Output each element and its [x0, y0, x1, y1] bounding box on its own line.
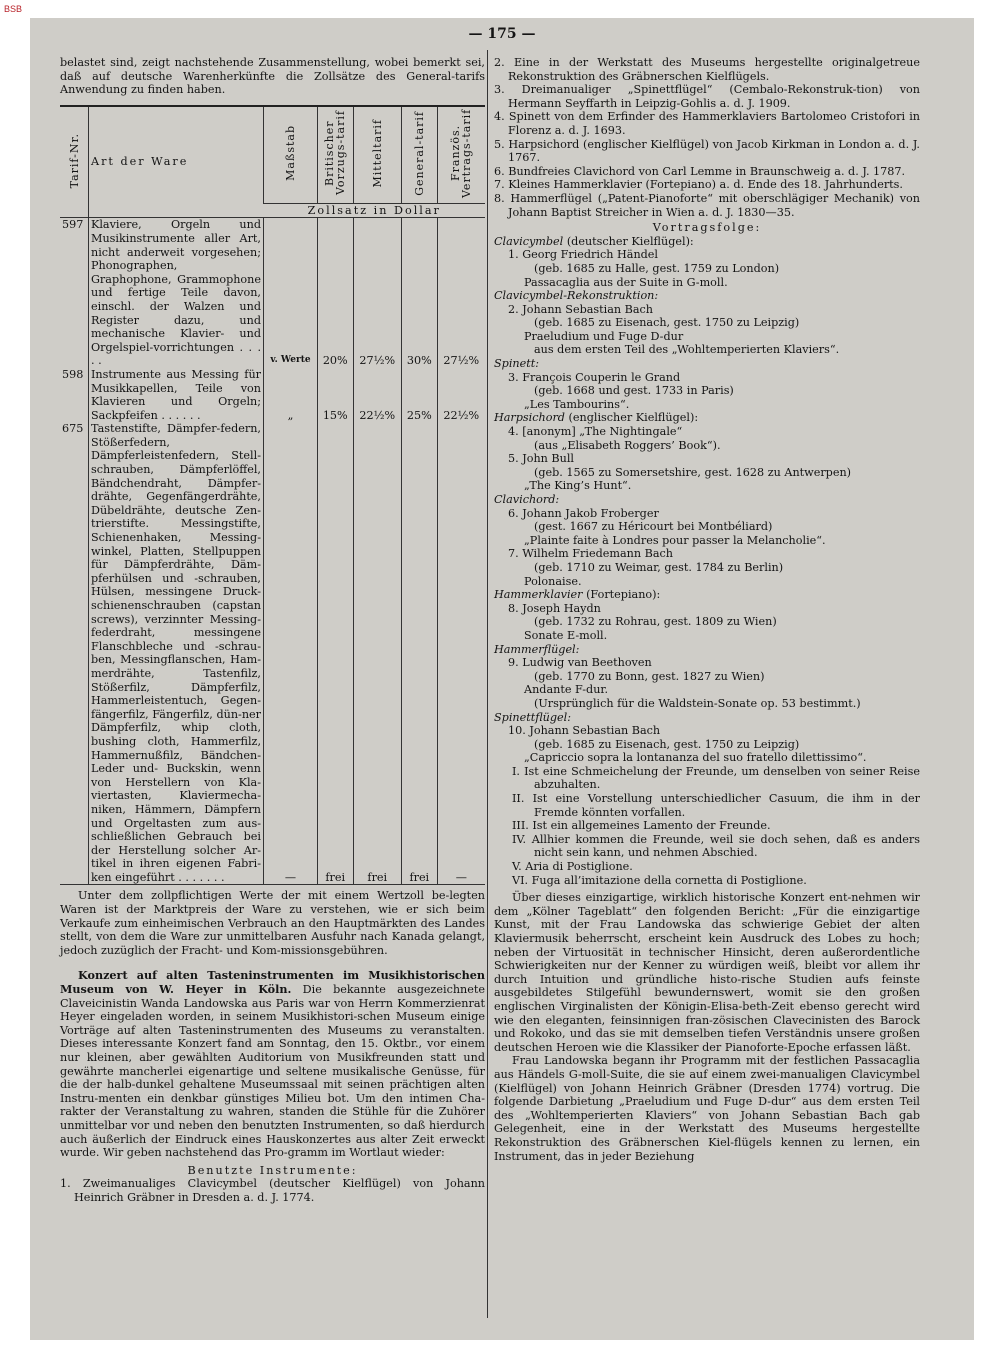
after-table-paragraph: Unter dem zollpflichtigen Werte der mit einem Wertzoll be-legten Waren ist der Marktpreis der Ware zu verstehen, wie er sich beim Verkaufe zum einheimischen Verbrauch an den Hauptmärkten des Landes stellt, von dem die Ware zur unmittelbaren Ausfuhr nach Kanada gelangt, jedoch zuzüglich der Fracht- und Kom-missionsgebühren. — [60, 889, 485, 957]
table-row — [60, 422, 485, 885]
program-section — [494, 289, 920, 357]
row-massstab: v. Werte — [264, 218, 318, 368]
program-work: „The King’s Hunt“. — [524, 479, 632, 493]
header-franzoesischer-tarif: Französ. Vertrags-tarif — [437, 106, 485, 204]
program-dates: (gest. 1667 zu Héricourt bei Montbéliard) — [534, 520, 773, 534]
program-dates: (geb. 1710 zu Weimar, gest. 1784 zu Berlin) — [534, 560, 784, 574]
program-section — [494, 588, 920, 642]
program-instrument-note: (deutscher Kielflügel): — [563, 234, 694, 248]
program-instrument: Spinett: — [494, 357, 539, 371]
table-row — [60, 218, 485, 368]
instrument-item: 7. Kleines Hammerklavier (Fortepiano) a. d. Ende des 18. Jahrhunderts. — [494, 178, 903, 192]
program-work-note: aus dem ersten Teil des „Wohltemperierten Klaviers“. — [534, 343, 840, 357]
program-instrument: Clavichord: — [494, 493, 560, 506]
row-art-der-ware: Klaviere, Orgeln und Musikinstrumente aller Art, nicht anderweit vorgesehen; Phonographen, Graphophone, Grammophone und fertige Teile davon, einschl. der Walzen und Register dazu, und mechanische Klavier- und Orgelspiel-vorrichtungen . . . . . — [89, 218, 264, 368]
program-work: „Plainte faite à Londres pour passer la Melancholie“. — [524, 533, 826, 547]
capriccio-part: IV. Allhier kommen die Freunde, weil sie doch sehen, daß es anders nicht sein kann, und nehmen Abschied. — [512, 832, 920, 860]
row-tarif-nr: 597 — [62, 218, 84, 232]
row-tarif-nr: 675 — [60, 422, 89, 885]
article-paragraph — [60, 969, 485, 1159]
row-franzoes: — — [437, 422, 485, 885]
program-dates: (geb. 1685 zu Halle, gest. 1759 zu London) — [534, 261, 780, 275]
tariff-table — [60, 105, 485, 886]
instrument-item: 2. Eine in der Werkstatt des Museums hergestellte originalgetreue Rekonstruktion des Gräbnerschen Kielflügels. — [494, 56, 920, 83]
program-composer: 3. François Couperin le Grand — [508, 370, 681, 384]
row-franzoes: 27½% — [437, 218, 485, 368]
program-section — [494, 493, 920, 588]
instrument-list — [494, 56, 920, 219]
instrument-item: 8. Hammerflügel („Patent-Pianoforte“ mit oberschlägiger Mechanik) von Johann Baptist Streicher in Wien a. d. J. 1830—35. — [494, 191, 920, 219]
article-title: Konzert auf alten Tasteninstrumenten im Musikhistorischen Museum von W. Heyer in Köln. — [60, 968, 485, 997]
program-work: Sonate E-moll. — [524, 628, 608, 642]
report-paragraph: Frau Landowska begann ihr Programm mit der festlichen Passacaglia aus Händels G-moll-Suite, die sie auf einem zwei-manualigen Clavicymbel (Kielflügel) von Johann Heinrich Gräbner (Dresden 1774) vortrug. Die folgende Darbietung „Praeludium und Fuge D-dur“ aus dem ersten Teil des „Wohltemperierten Klaviers“ von Johann Sebastian Bach gab Gelegenheit, eine in der Werkstatt des Museums hergestellte Rekonstruktion des Gräbnerschen Kiel-flügels kennen zu lernen, ein Instrument, das in jeder Beziehung — [494, 1054, 920, 1163]
row-art-der-ware: Instrumente aus Messing für Musikkapellen, Teile von Klavieren und Orgeln; Sackpfeifen . . . . . . — [89, 368, 264, 422]
row-mittel: 22½% — [353, 368, 401, 422]
row-britischer: frei — [317, 422, 353, 885]
left-column — [60, 56, 485, 1205]
program-composer: 7. Wilhelm Friedemann Bach — [508, 547, 673, 561]
header-generaltarif: General-tarif — [402, 106, 438, 204]
row-mittel: 27½% — [353, 218, 401, 368]
program-dates: (geb. 1668 und gest. 1733 in Paris) — [534, 384, 734, 398]
program-work: „Capriccio sopra la lontananza del suo fratello dilettissimo“. — [524, 751, 867, 765]
capriccio-parts — [494, 765, 920, 887]
header-art-der-ware: Art der Ware — [89, 106, 264, 218]
capriccio-part: I. Ist eine Schmeichelung der Freunde, um denselben von seiner Reise abzuhalten. — [512, 764, 920, 792]
instrument-item: 6. Bundfreies Clavichord von Carl Lemme in Braunschweig a. d. J. 1787. — [494, 164, 906, 178]
row-massstab: „ — [264, 368, 318, 422]
row-britischer: 15% — [317, 368, 353, 422]
capriccio-part: II. Ist eine Vorstellung unterschiedlicher Casuum, die ihm in der Fremde könnten vorfallen. — [512, 792, 920, 819]
header-tarif-nr: Tarif-Nr. — [60, 106, 89, 218]
program-composer: 5. John Bull — [508, 452, 574, 466]
program-section — [494, 643, 920, 711]
program-work: Passacaglia aus der Suite in G-moll. — [524, 275, 728, 289]
program-work: Praeludium und Fuge D-dur — [524, 329, 684, 343]
capriccio-part: V. Aria di Postiglione. — [512, 860, 633, 874]
program-section — [494, 411, 920, 493]
article-body: Die bekannte ausgezeichnete Claveicinistin Wanda Landowska aus Paris war von Herrn Kommerzienrat Heyer eingeladen worden, in seinem Musikhistori-schen Museum einige Vorträge auf alten Tasteninstrumenten des Museums zu veranstalten. Dieses interessante Konzert fand am Sonntag, den 15. Oktbr., vor einem nur kleinen, aber gewählten Auditorium von Musikfreunden statt und gewährte mancherlei eigenartige und seltene musikalische Genüsse, für die der halb-dunkel gehaltene Museumssaal mit seinen prächtigen alten Instru-menten ein denkbar günstiges Milieu bot. Um den intimen Cha-rakter der Veranstaltung zu wahren, standen die Stühle für die Zuhörer unmittelbar vor und neben den benutzten Instrumenten, so daß hierdurch auch äußerlich der Eindruck eines Hauskonzertes aus alter Zeit erweckt wurde. Wir geben nachstehend das Pro-gramm im Wortlaut wieder: — [60, 983, 485, 1160]
program-composer: 6. Johann Jakob Froberger — [508, 506, 659, 520]
program-composer: 4. [anonym] „The Nightingale“ — [508, 425, 683, 439]
row-massstab: — — [264, 422, 318, 885]
row-general: frei — [402, 422, 438, 885]
program-work-note: (aus „Elisabeth Roggers’ Book“). — [534, 438, 721, 452]
program-work: Andante F-dur. — [524, 683, 609, 697]
program-instrument: Clavicymbel-Rekonstruktion: — [494, 289, 659, 303]
program-composer: 1. Georg Friedrich Händel — [508, 248, 659, 262]
column-divider — [487, 50, 488, 1318]
program-composer: 9. Ludwig van Beethoven — [508, 656, 652, 670]
program-composer: 2. Johann Sebastian Bach — [508, 302, 654, 316]
header-britischer-tarif: Britischer Vorzugs-tarif — [317, 106, 353, 204]
program-instrument: Spinettflügel: — [494, 710, 572, 724]
program-dates: (geb. 1770 zu Bonn, gest. 1827 zu Wien) — [534, 669, 765, 683]
program-section — [494, 357, 920, 411]
right-column — [494, 56, 920, 1163]
instruments-heading: Benutzte Instrumente: — [187, 1163, 358, 1177]
program-heading: Vortragsfolge: — [652, 221, 762, 235]
row-art-der-ware: Tastenstifte, Dämpfer-federn, Stößerfedern, Dämpferleistenfedern, Stell-schrauben, Dämpferlöffel, Bändchendraht, Dämpfer-drähte, Gegenfängerdrähte, Dübeldrähte, deutsche Zen-trierstifte. Messingstifte, Schienenhaken, Messing-winkel, Platten, Stellpuppen für Dämpferdrähte, Däm-pferhülsen und -schrauben, Hülsen, messingene Druck-schienenschrauben (capstan screws), verzinnter Messing-federdraht, messingene Flanschbleche und -schrau-ben, Messingflanschen, Ham-merdrähte, Tastenfilz, Stößerfilz, Dämpferfilz, Hammerleistentuch, Gegen-fängerfilz, Fängerfilz, dün-ner Dämpferfilz, whip cloth, bushing cloth, Hammerfilz, Hammernußfilz, Bändchen-Leder und- Buckskin, wenn von Herstellern von Kla-viertasten, Klaviermecha-niken, Hämmern, Dämpfern und Orgeltasten zum aus-schließlichen Gebrauch bei der Herstellung solcher Ar-tikel in ihren eigenen Fabri-ken eingeführt . . . . . . . — [89, 422, 264, 885]
instrument-item: 3. Dreimanualiger „Spinettflügel“ (Cembalo-Rekonstruk-tion) von Hermann Seyffarth in Leipzig-Gohlis a. d. J. 1909. — [494, 83, 920, 110]
program-composer: 8. Joseph Haydn — [508, 601, 601, 615]
bsb-watermark: BSB — [4, 4, 23, 14]
header-mitteltarif: Mitteltarif — [353, 106, 401, 204]
row-general: 25% — [402, 368, 438, 422]
program-instrument: Hammerflügel: — [494, 642, 580, 656]
program-section — [494, 235, 920, 289]
program-work: „Les Tambourins“. — [524, 397, 630, 411]
program-instrument-note: (Fortepiano): — [582, 588, 661, 602]
capriccio-part: III. Ist ein allgemeines Lamento der Freunde. — [512, 819, 771, 833]
instrument-item: 1. Zweimanualiges Clavicymbel (deutscher Kielflügel) von Johann Heinrich Gräbner in Dresden a. d. J. 1774. — [60, 1177, 485, 1204]
page-number: — 175 — — [468, 26, 536, 42]
scanned-page — [30, 18, 974, 1340]
row-britischer: 20% — [317, 218, 353, 368]
instrument-item: 4. Spinett von dem Erfinder des Hammerklaviers Bartolomeo Cristofori in Florenz a. d. J. 1693. — [494, 110, 920, 137]
program-dates: (geb. 1685 zu Eisenach, gest. 1750 zu Leipzig) — [534, 316, 800, 330]
table-row — [60, 368, 485, 422]
header-zollsatz: Zollsatz in Dollar — [264, 203, 486, 218]
program-composer: 10. Johann Sebastian Bach — [508, 724, 661, 738]
program-dates: (geb. 1732 zu Rohrau, gest. 1809 zu Wien) — [534, 615, 777, 629]
capriccio-part: VI. Fuga all’imitazione della cornetta di Postiglione. — [512, 873, 807, 887]
program-instrument: Hammerklavier — [494, 588, 583, 602]
instrument-item: 5. Harpsichord (englischer Kielflügel) von Jacob Kirkman in London a. d. J. 1767. — [494, 137, 920, 165]
intro-paragraph: belastet sind, zeigt nachstehende Zusammenstellung, wobei bemerkt sei, daß auf deutsche Warenherkünfte die Zollsätze des General-tarifs Anwendung zu finden haben. — [60, 56, 485, 97]
row-mittel: frei — [353, 422, 401, 885]
row-franzoes: 22½% — [437, 368, 485, 422]
program-instrument-note: (englischer Kielflügel): — [564, 411, 699, 425]
program-dates: (geb. 1685 zu Eisenach, gest. 1750 zu Leipzig) — [534, 737, 800, 751]
program-dates: (geb. 1565 zu Somersetshire, gest. 1628 zu Antwerpen) — [534, 465, 852, 479]
header-massstab: Maßstab — [264, 106, 318, 204]
program-section — [494, 711, 920, 765]
row-general: 30% — [402, 218, 438, 368]
row-tarif-nr: 598 — [62, 367, 84, 381]
program-instrument: Clavicymbel — [494, 234, 564, 248]
program-work: Polonaise. — [524, 574, 582, 588]
program-work-note: (Ursprünglich für die Waldstein-Sonate op. 53 bestimmt.) — [534, 696, 861, 710]
report-paragraph: Über dieses einzigartige, wirklich historische Konzert ent-nehmen wir dem „Kölner Tageblatt“ den folgenden Bericht: „Für die einzigartige Kunst, mit der Frau Landowska das schwierige Gebiet der alten Klaviermusik beherrscht, erscheint kein Ausdruck des Lobes zu hoch; neben der Virtuosität in technischer Hinsicht, deren außerordentliche Schwierigkeiten nur der Kenner zu würdigen weiß, bleibt vor allem ihr durch Intuition und gründliche histo-rische Studien aufs feinste ausgebildetes Stilgefühl bewundernswert, womit sie den großen englischen Virginalisten der Königin-Elisa-beth-Zeit ebenso gerecht wird wie den eleganten, feinsinnigen fran-zösischen Clavecinisten des Barock und Rokoko, und das sie mit demselben tiefen Verständnis unsere großen deutschen Heroen wie die Klassiker der Pianoforte-Epoche erfassen läßt. — [494, 891, 920, 1054]
program-instrument: Harpsichord — [494, 411, 565, 425]
